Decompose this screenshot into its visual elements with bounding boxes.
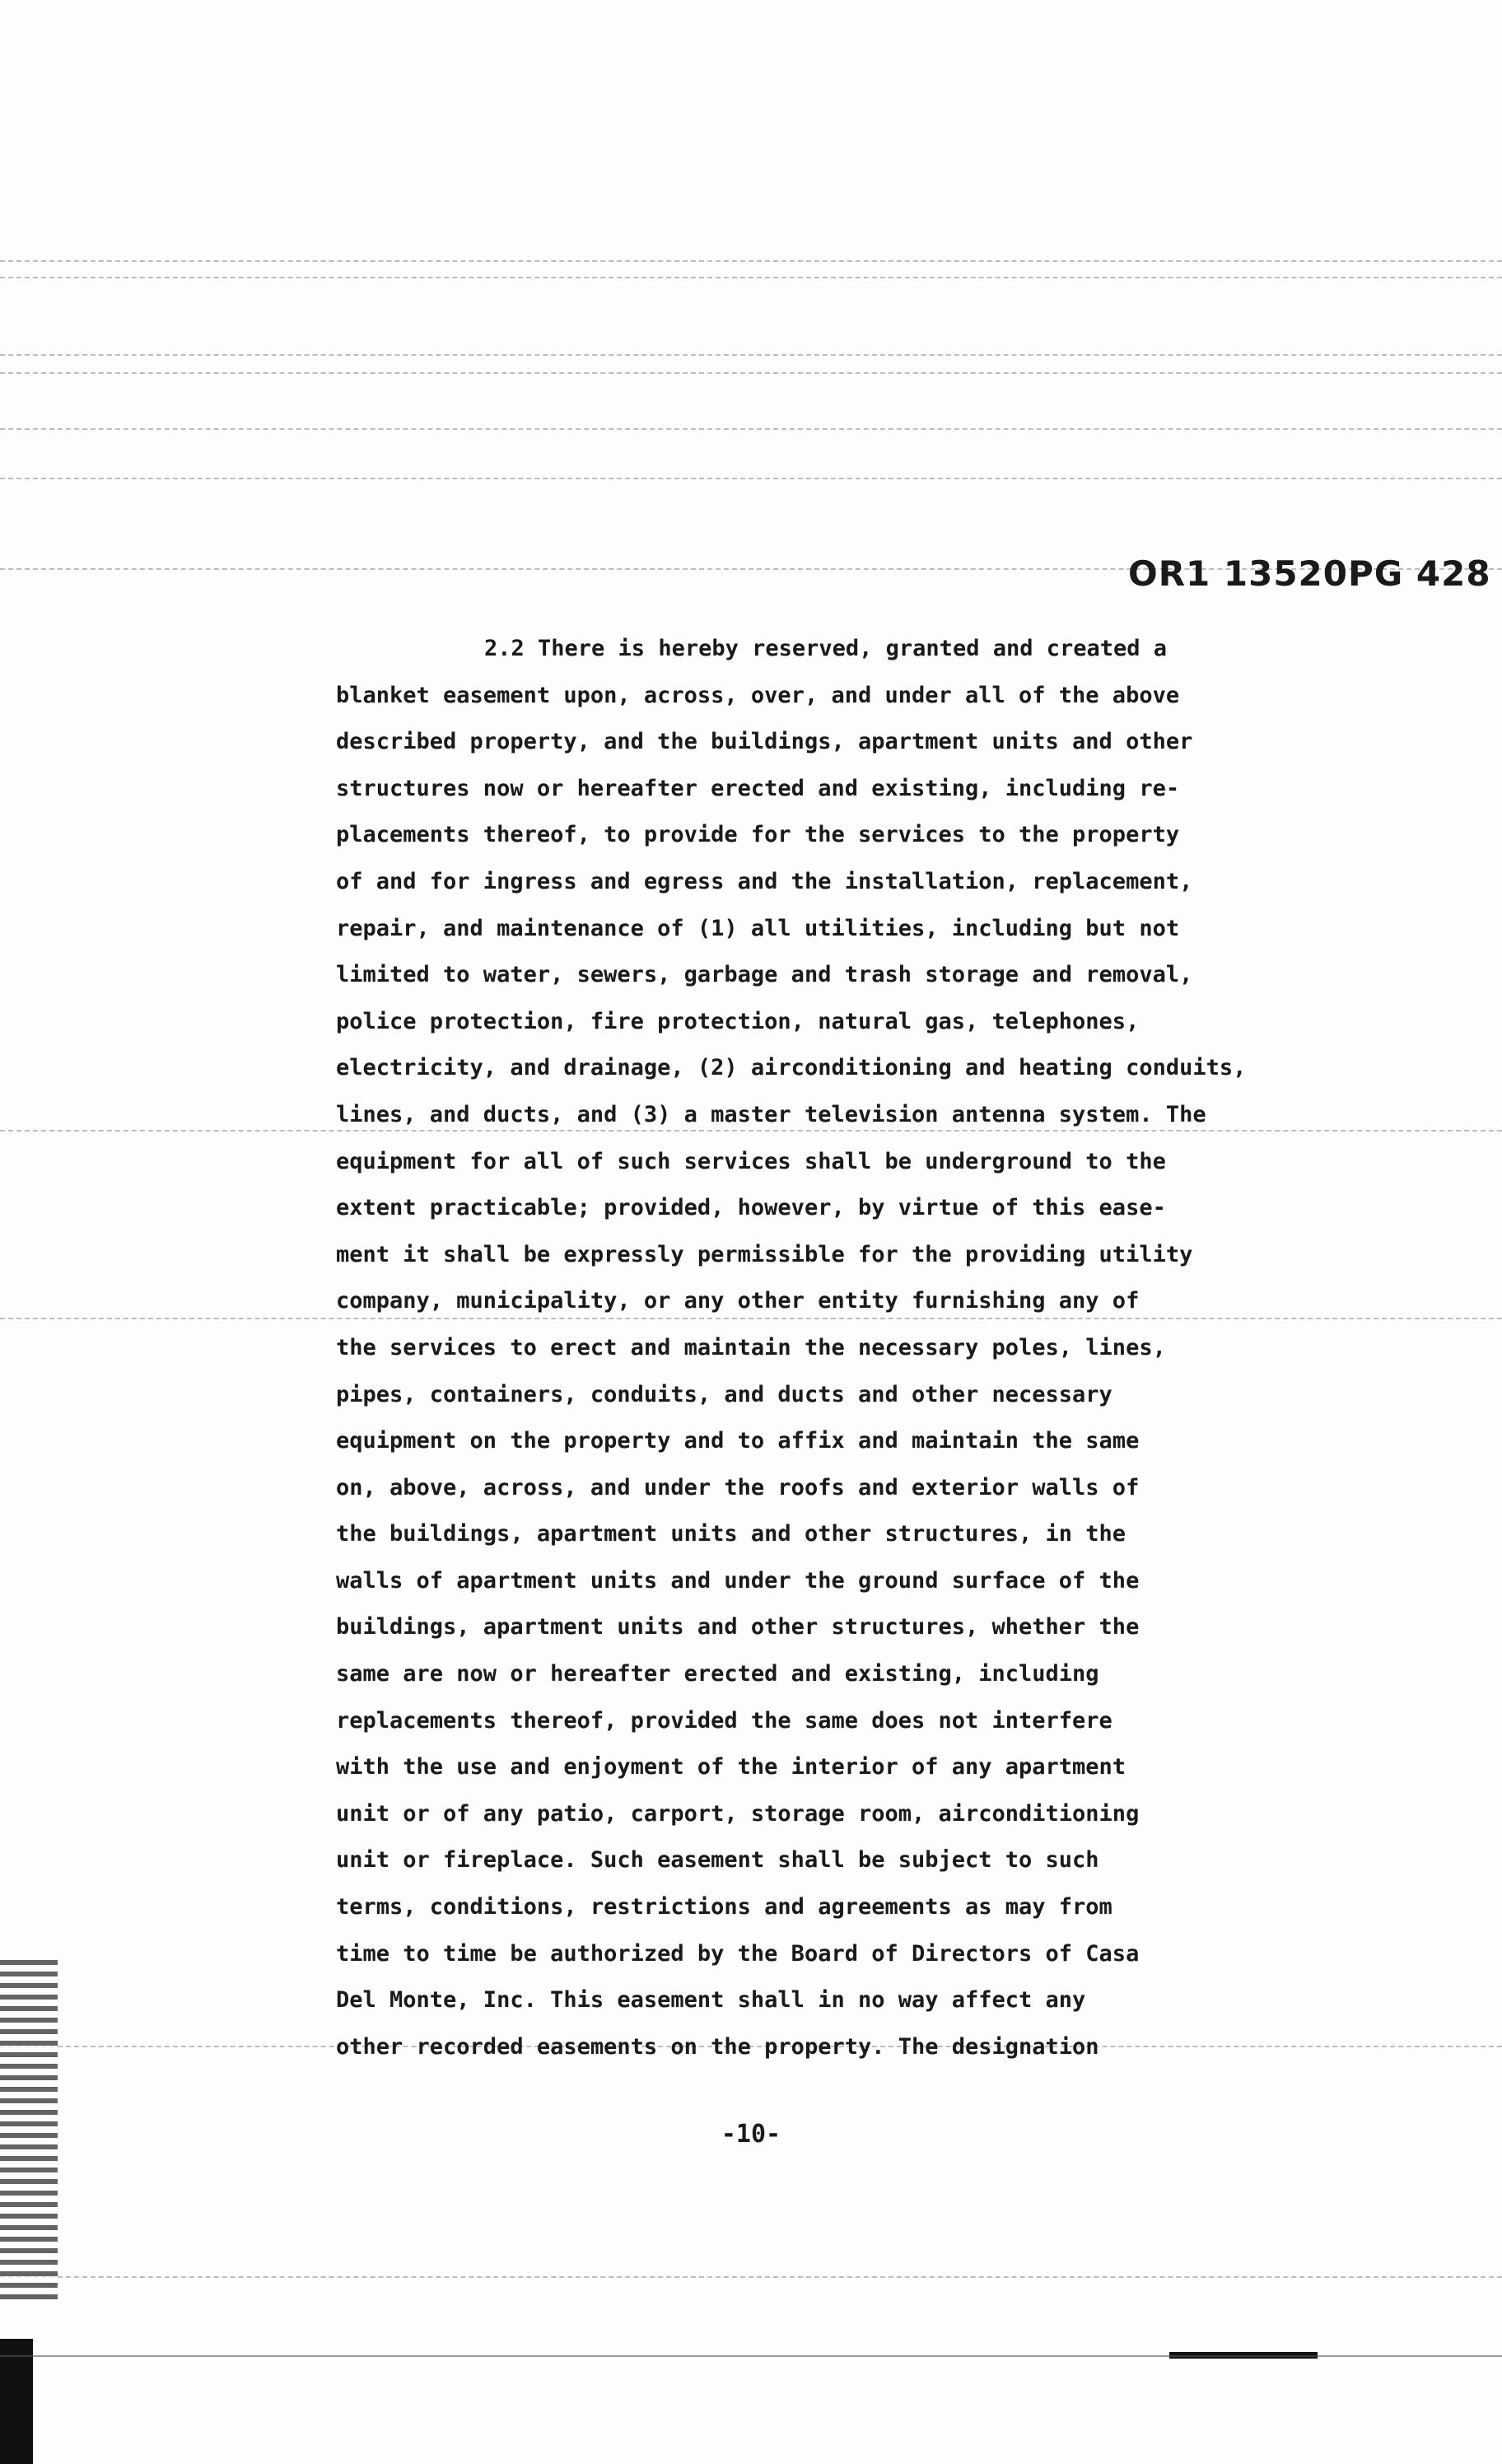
text-line: the buildings, apartment units and other structures, in the xyxy=(336,1521,1126,1547)
scan-artifact-line xyxy=(0,2355,1502,2357)
text-line: time to time be authorized by the Board of Directors of Casa xyxy=(336,1940,1140,1967)
recording-number: OR1 13520PG 428 xyxy=(1128,553,1491,594)
text-line: same are now or hereafter erected and existing, including xyxy=(336,1661,1099,1687)
text-line: the services to erect and maintain the necessary poles, lines, xyxy=(336,1334,1166,1360)
text-line: structures now or hereafter erected and existing, including re- xyxy=(336,775,1180,801)
text-line: electricity, and drainage, (2) airconditioning and heating conduits, xyxy=(336,1055,1247,1081)
scan-artifact-line xyxy=(0,428,1502,430)
text-line: pipes, containers, conduits, and ducts and other necessary xyxy=(336,1381,1113,1407)
text-line: described property, and the buildings, apartment units and other xyxy=(336,729,1193,755)
text-line: buildings, apartment units and other structures, whether the xyxy=(336,1614,1140,1640)
text-line: unit or of any patio, carport, storage room, airconditioning xyxy=(336,1800,1140,1827)
text-line: lines, and ducts, and (3) a master television antenna system. The xyxy=(336,1101,1206,1127)
text-line: placements thereof, to provide for the services to the property xyxy=(336,822,1180,848)
text-line: walls of apartment units and under the ground surface of the xyxy=(336,1567,1140,1594)
scan-artifact-line xyxy=(0,354,1502,356)
text-line: company, municipality, or any other entity furnishing any of xyxy=(336,1288,1140,1314)
scan-artifact-line xyxy=(0,372,1502,374)
text-line: on, above, across, and under the roofs and exterior walls of xyxy=(336,1474,1140,1500)
text-line: extent practicable; provided, however, by virtue of this ease- xyxy=(336,1195,1166,1221)
text-line: terms, conditions, restrictions and agreements as may from xyxy=(336,1894,1113,1920)
scan-artifact-line xyxy=(0,478,1502,479)
scan-corner-shadow xyxy=(0,2339,33,2464)
text-line: of and for ingress and egress and the installation, replacement, xyxy=(336,868,1193,894)
text-line: ment it shall be expressly permissible for the providing utility xyxy=(336,1241,1193,1267)
text-line: with the use and enjoyment of the interior of any apartment xyxy=(336,1754,1126,1780)
text-line: Del Monte, Inc. This easement shall in no way affect any xyxy=(336,1987,1086,2014)
body-text xyxy=(336,626,1349,2070)
text-line: blanket easement upon, across, over, and under all of the above xyxy=(336,682,1180,708)
scan-artifact-line xyxy=(0,2276,1502,2278)
scan-artifact-line xyxy=(0,277,1502,278)
page-number: -10- xyxy=(721,2120,781,2149)
text-line: police protection, fire protection, natural gas, telephones, xyxy=(336,1008,1140,1034)
text-line: other recorded easements on the property. The designation xyxy=(336,2033,1099,2060)
text-line: replacements thereof, provided the same does not interfere xyxy=(336,1707,1113,1734)
scan-artifact-line xyxy=(0,260,1502,262)
text-line: equipment for all of such services shall be underground to the xyxy=(336,1148,1166,1174)
text-line: equipment on the property and to affix and maintain the same xyxy=(336,1428,1140,1454)
text-line: 2.2 There is hereby reserved, granted and created a xyxy=(484,636,1168,661)
text-line: repair, and maintenance of (1) all utilities, including but not xyxy=(336,915,1180,941)
text-line: unit or fireplace. Such easement shall be subject to such xyxy=(336,1847,1099,1874)
text-line: limited to water, sewers, garbage and trash storage and removal, xyxy=(336,962,1193,988)
